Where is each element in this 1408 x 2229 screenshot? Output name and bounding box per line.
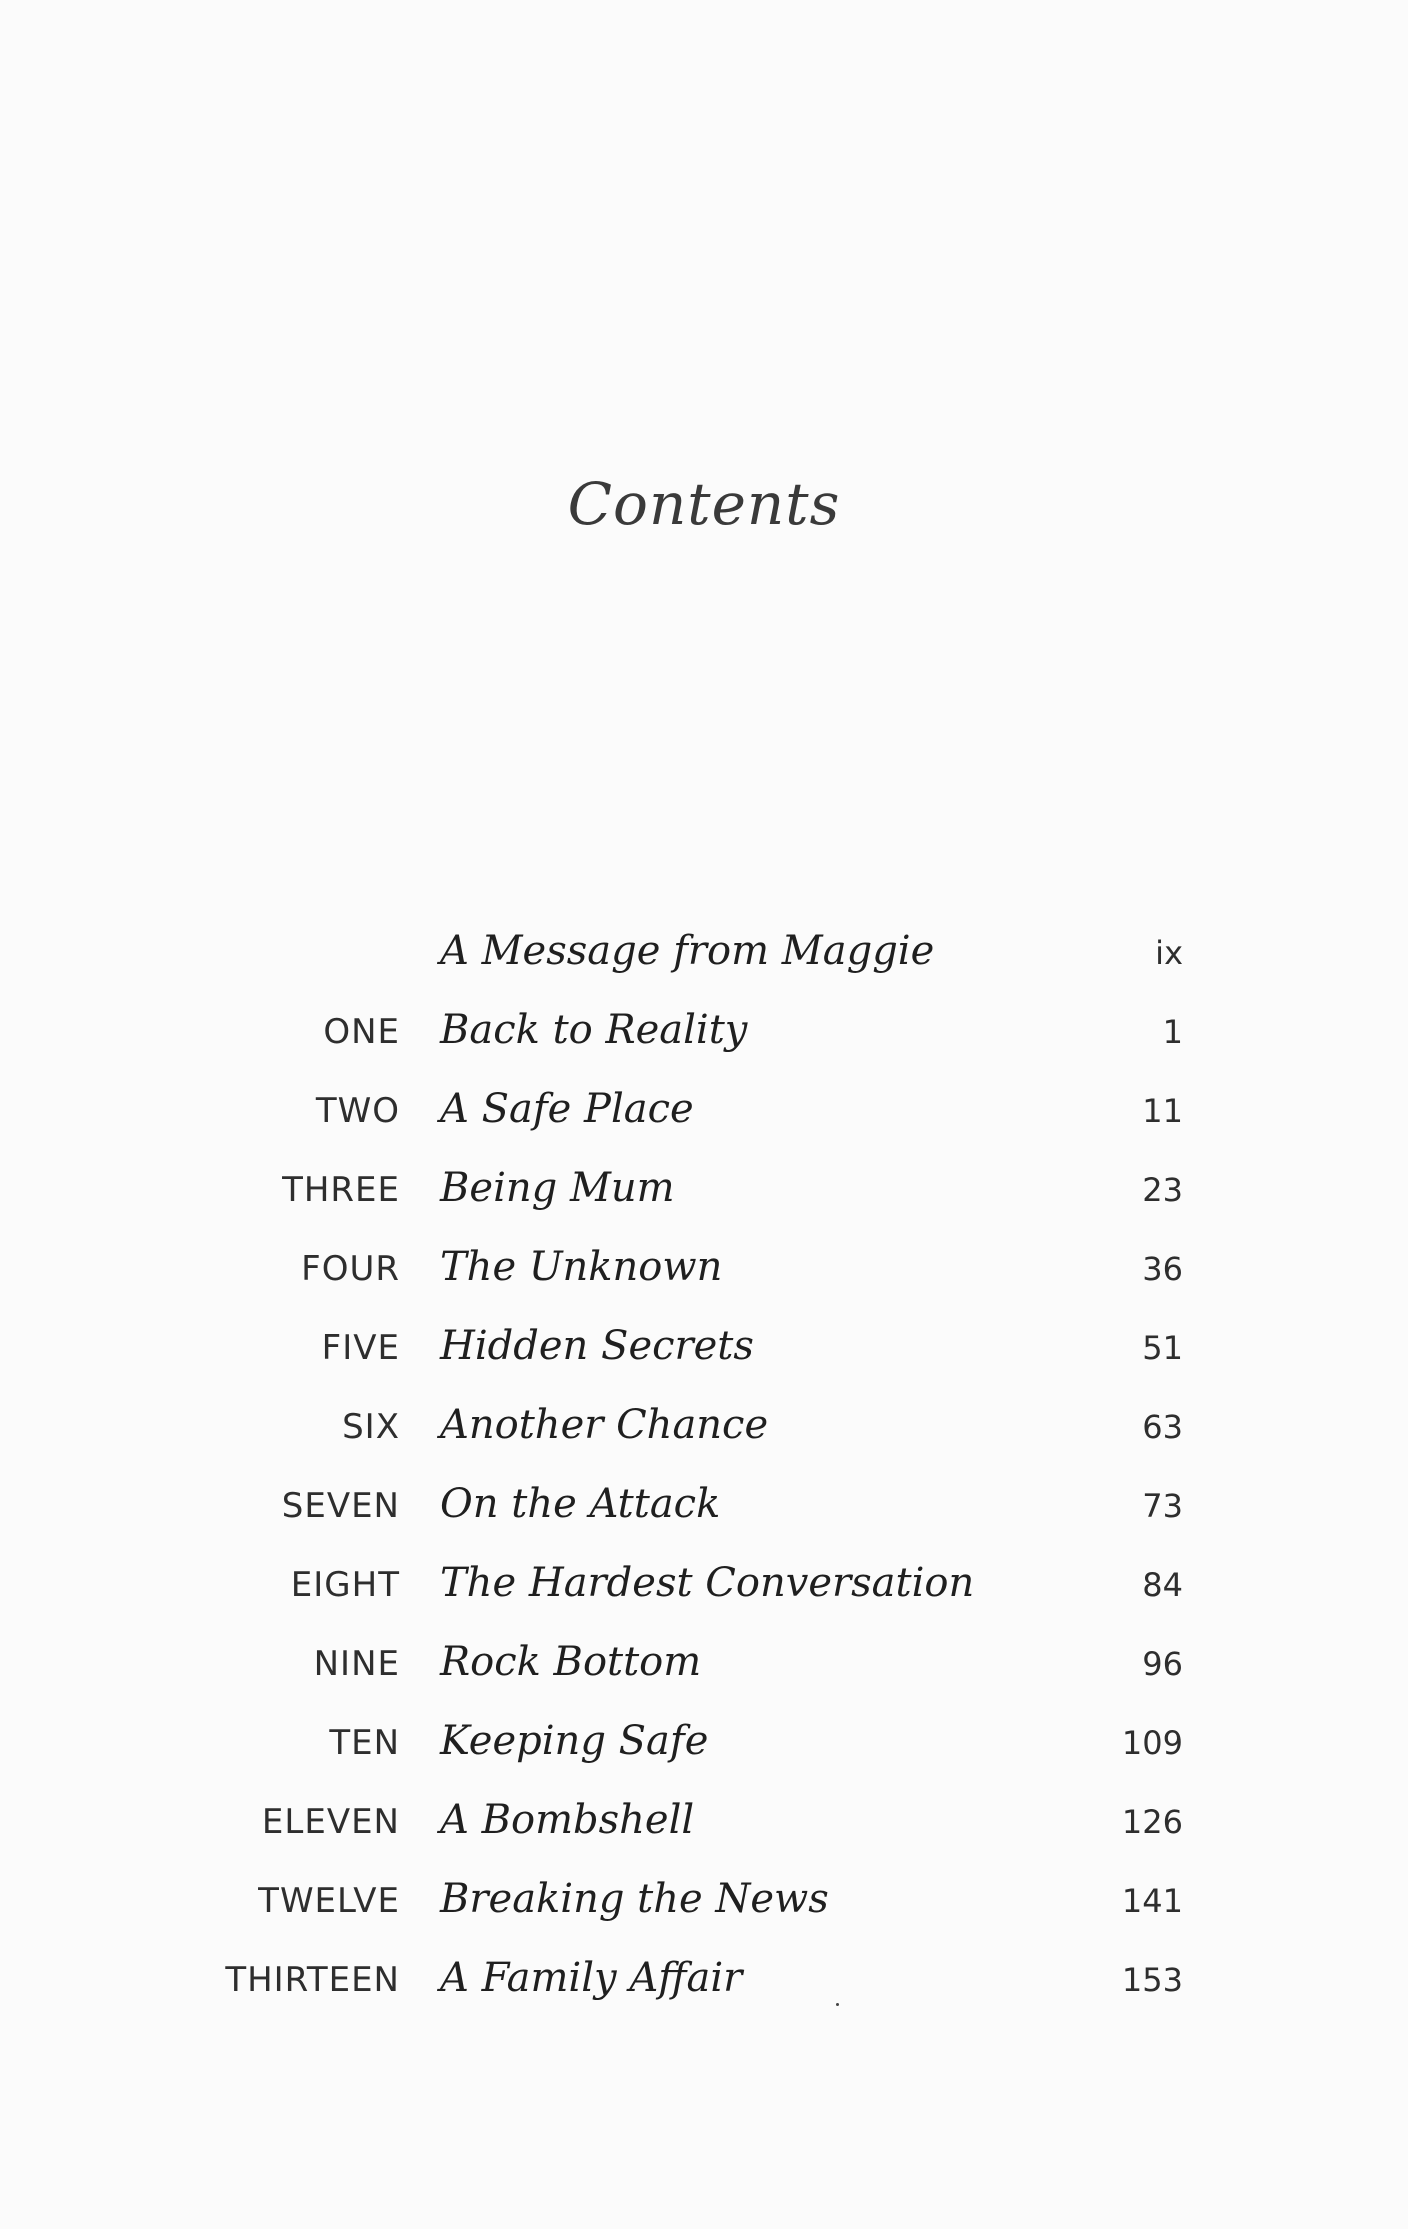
page-number: ix: [1155, 934, 1183, 972]
chapter-title: On the Attack: [440, 1481, 721, 1527]
chapter-number: NINE: [313, 1644, 400, 1684]
chapter-number: THIRTEEN: [225, 1960, 400, 2000]
page-title: Contents: [567, 470, 841, 538]
chapter-number: TWELVE: [258, 1881, 400, 1921]
chapter-title: The Unknown: [440, 1244, 723, 1290]
page-number: 11: [1142, 1092, 1183, 1130]
toc-entry: [0, 1162, 1408, 1241]
chapter-title: Keeping Safe: [440, 1718, 709, 1764]
toc-entry: [0, 1794, 1408, 1873]
chapter-title: A Family Affair: [440, 1955, 743, 2001]
page-number: 51: [1142, 1329, 1183, 1367]
chapter-title: The Hardest Conversation: [440, 1560, 975, 1606]
chapter-number: SIX: [342, 1407, 400, 1447]
toc-entry: [0, 1636, 1408, 1715]
chapter-title: A Safe Place: [440, 1086, 694, 1132]
page-number: 23: [1142, 1171, 1183, 1209]
chapter-title: Back to Reality: [440, 1007, 748, 1053]
chapter-number: TWO: [315, 1091, 400, 1131]
chapter-title: A Bombshell: [440, 1797, 695, 1843]
chapter-number: SEVEN: [281, 1486, 400, 1526]
page-number: 153: [1121, 1961, 1183, 1999]
table-of-contents: [0, 925, 1408, 2031]
toc-entry: [0, 1478, 1408, 1557]
chapter-number: FIVE: [321, 1328, 400, 1368]
chapter-title: A Message from Maggie: [440, 928, 935, 974]
page-number: 63: [1142, 1408, 1183, 1446]
toc-entry: [0, 1557, 1408, 1636]
print-speck: [836, 2003, 839, 2006]
chapter-number: ONE: [323, 1012, 400, 1052]
toc-entry: [0, 1715, 1408, 1794]
toc-entry: [0, 1873, 1408, 1952]
chapter-number: THREE: [282, 1170, 400, 1210]
toc-entry: [0, 1241, 1408, 1320]
toc-entry: [0, 1320, 1408, 1399]
chapter-number: FOUR: [301, 1249, 400, 1289]
chapter-title: Rock Bottom: [440, 1639, 702, 1685]
page-number: 84: [1142, 1566, 1183, 1604]
page-number: 109: [1121, 1724, 1183, 1762]
chapter-title: Breaking the News: [440, 1876, 829, 1922]
page-number: 96: [1142, 1645, 1183, 1683]
chapter-title: Hidden Secrets: [440, 1323, 754, 1369]
chapter-number: EIGHT: [290, 1565, 400, 1605]
page-number: 126: [1121, 1803, 1183, 1841]
chapter-title: Another Chance: [440, 1402, 769, 1448]
toc-entry: [0, 1004, 1408, 1083]
chapter-number: TEN: [329, 1723, 400, 1763]
chapter-number: ELEVEN: [261, 1802, 400, 1842]
toc-entry: [0, 1083, 1408, 1162]
toc-entry: [0, 1399, 1408, 1478]
page-number: 73: [1142, 1487, 1183, 1525]
page-number: 141: [1121, 1882, 1183, 1920]
chapter-title: Being Mum: [440, 1165, 675, 1211]
page-number: 36: [1142, 1250, 1183, 1288]
toc-entry: [0, 1952, 1408, 2031]
page-number: 1: [1162, 1013, 1183, 1051]
toc-entry: [0, 925, 1408, 1004]
